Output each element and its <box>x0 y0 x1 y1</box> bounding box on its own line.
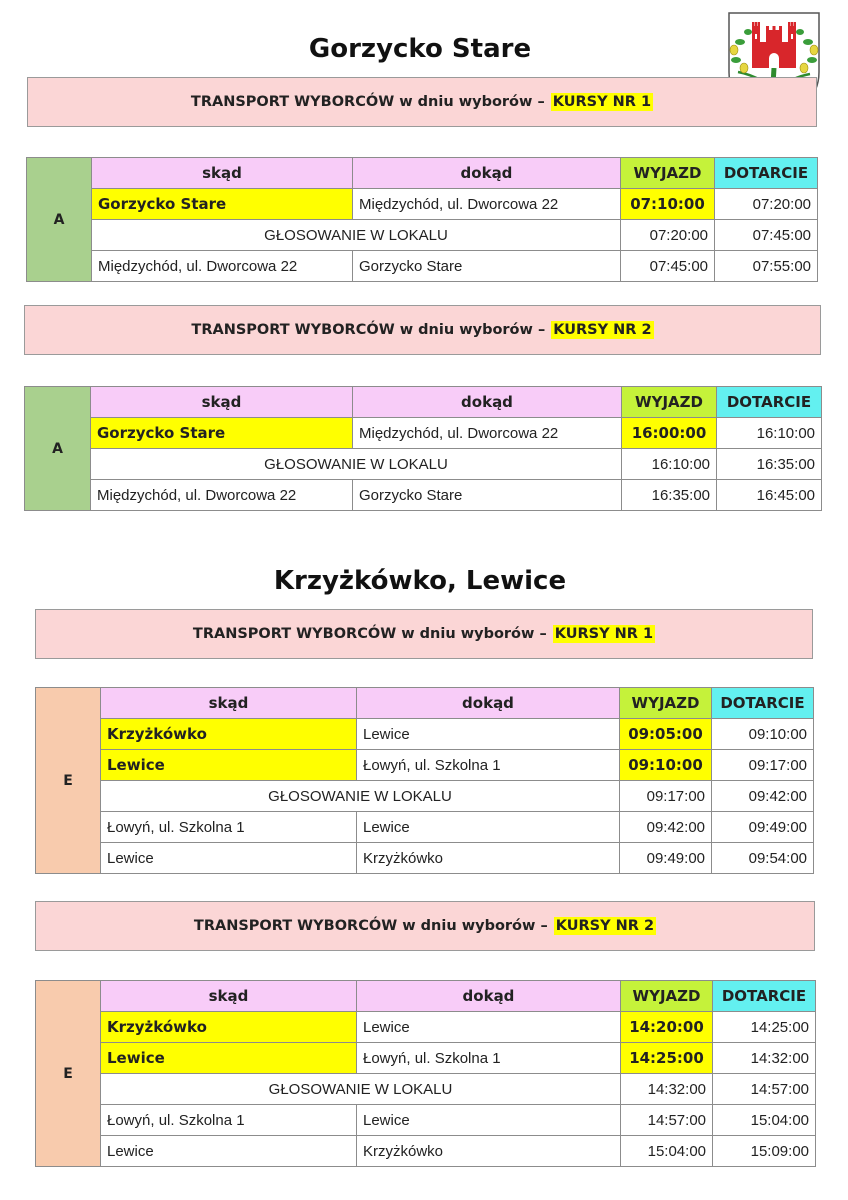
to-cell: Krzyżkówko <box>357 1136 621 1167</box>
transport-banner <box>35 901 815 951</box>
departure-cell: 09:42:00 <box>620 812 712 843</box>
route-code: E <box>36 688 101 874</box>
table-row <box>27 220 818 251</box>
voting-cell: GŁOSOWANIE W LOKALU <box>91 449 622 480</box>
from-cell: Lewice <box>101 843 357 874</box>
departure-cell: 14:32:00 <box>621 1074 713 1105</box>
route-code: A <box>27 158 92 282</box>
from-cell: Lewice <box>101 750 357 781</box>
col-header-to: dokąd <box>353 387 622 418</box>
arrival-cell: 09:54:00 <box>712 843 814 874</box>
route-code: A <box>25 387 91 511</box>
header-row <box>25 387 822 418</box>
table-row <box>36 1043 816 1074</box>
schedule-table <box>35 687 814 874</box>
table-row <box>25 480 822 511</box>
departure-cell: 07:20:00 <box>621 220 715 251</box>
departure-cell: 09:10:00 <box>620 750 712 781</box>
col-header-departure: WYJAZD <box>621 981 713 1012</box>
from-cell: Krzyżkówko <box>101 719 357 750</box>
arrival-cell: 16:45:00 <box>717 480 822 511</box>
to-cell: Lewice <box>357 719 620 750</box>
from-cell: Międzychód, ul. Dworcowa 22 <box>91 480 353 511</box>
header-row <box>36 688 814 719</box>
col-header-departure: WYJAZD <box>622 387 717 418</box>
from-cell: Międzychód, ul. Dworcowa 22 <box>92 251 353 282</box>
transport-banner <box>27 77 817 127</box>
arrival-cell: 07:45:00 <box>715 220 818 251</box>
transport-banner <box>35 609 813 659</box>
to-cell: Międzychód, ul. Dworcowa 22 <box>353 189 621 220</box>
departure-cell: 09:17:00 <box>620 781 712 812</box>
banner-text: TRANSPORT WYBORCÓW w dniu wyborów – <box>190 94 545 110</box>
to-cell: Łowyń, ul. Szkolna 1 <box>357 1043 621 1074</box>
table-row <box>36 1074 816 1105</box>
transport-banner <box>24 305 821 355</box>
departure-cell: 07:45:00 <box>621 251 715 282</box>
schedule-table <box>24 386 822 511</box>
to-cell: Łowyń, ul. Szkolna 1 <box>357 750 620 781</box>
departure-cell: 09:49:00 <box>620 843 712 874</box>
route-code: E <box>36 981 101 1167</box>
departure-cell: 09:05:00 <box>620 719 712 750</box>
col-header-to: dokąd <box>357 688 620 719</box>
banner-text: TRANSPORT WYBORCÓW w dniu wyborów – <box>191 322 546 338</box>
header-row <box>36 981 816 1012</box>
col-header-from: skąd <box>91 387 353 418</box>
arrival-cell: 09:49:00 <box>712 812 814 843</box>
from-cell: Gorzycko Stare <box>91 418 353 449</box>
departure-cell: 15:04:00 <box>621 1136 713 1167</box>
to-cell: Lewice <box>357 812 620 843</box>
arrival-cell: 07:20:00 <box>715 189 818 220</box>
from-cell: Gorzycko Stare <box>92 189 353 220</box>
banner-kurs-label: KURSY NR 2 <box>553 322 652 338</box>
col-header-departure: WYJAZD <box>620 688 712 719</box>
to-cell: Krzyżkówko <box>357 843 620 874</box>
schedule-table <box>26 157 818 282</box>
col-header-from: skąd <box>101 688 357 719</box>
col-header-arrival: DOTARCIE <box>713 981 816 1012</box>
col-header-departure: WYJAZD <box>621 158 715 189</box>
arrival-cell: 14:32:00 <box>713 1043 816 1074</box>
col-header-from: skąd <box>101 981 357 1012</box>
col-header-to: dokąd <box>357 981 621 1012</box>
col-header-arrival: DOTARCIE <box>717 387 822 418</box>
arrival-cell: 14:57:00 <box>713 1074 816 1105</box>
arrival-cell: 16:35:00 <box>717 449 822 480</box>
table-row <box>36 1105 816 1136</box>
to-cell: Gorzycko Stare <box>353 480 622 511</box>
arrival-cell: 09:17:00 <box>712 750 814 781</box>
table-row <box>25 418 822 449</box>
banner-kurs-label: KURSY NR 2 <box>555 918 655 934</box>
arrival-cell: 14:25:00 <box>713 1012 816 1043</box>
voting-cell: GŁOSOWANIE W LOKALU <box>101 781 620 812</box>
banner-text: TRANSPORT WYBORCÓW w dniu wyborów – <box>193 918 548 934</box>
banner-text: TRANSPORT WYBORCÓW w dniu wyborów – <box>192 626 547 642</box>
departure-cell: 14:57:00 <box>621 1105 713 1136</box>
voting-cell: GŁOSOWANIE W LOKALU <box>101 1074 621 1105</box>
banner-kurs-label: KURSY NR 1 <box>554 626 654 642</box>
departure-cell: 14:20:00 <box>621 1012 713 1043</box>
table-row <box>27 189 818 220</box>
table-row <box>36 750 814 781</box>
table-row <box>25 449 822 480</box>
to-cell: Lewice <box>357 1105 621 1136</box>
from-cell: Łowyń, ul. Szkolna 1 <box>101 1105 357 1136</box>
from-cell: Lewice <box>101 1043 357 1074</box>
banner-kurs-label: KURSY NR 1 <box>552 94 652 110</box>
arrival-cell: 09:42:00 <box>712 781 814 812</box>
section-title: Krzyżkówko, Lewice <box>273 566 567 596</box>
col-header-arrival: DOTARCIE <box>712 688 814 719</box>
arrival-cell: 09:10:00 <box>712 719 814 750</box>
arrival-cell: 15:09:00 <box>713 1136 816 1167</box>
departure-cell: 16:00:00 <box>622 418 717 449</box>
table-row <box>36 1136 816 1167</box>
to-cell: Lewice <box>357 1012 621 1043</box>
from-cell: Lewice <box>101 1136 357 1167</box>
col-header-from: skąd <box>92 158 353 189</box>
col-header-arrival: DOTARCIE <box>715 158 818 189</box>
arrival-cell: 07:55:00 <box>715 251 818 282</box>
table-row <box>27 251 818 282</box>
table-row <box>36 719 814 750</box>
col-header-to: dokąd <box>353 158 621 189</box>
departure-cell: 14:25:00 <box>621 1043 713 1074</box>
header-row <box>27 158 818 189</box>
departure-cell: 16:35:00 <box>622 480 717 511</box>
to-cell: Gorzycko Stare <box>353 251 621 282</box>
to-cell: Międzychód, ul. Dworcowa 22 <box>353 418 622 449</box>
schedule-table <box>35 980 816 1167</box>
table-row <box>36 812 814 843</box>
arrival-cell: 16:10:00 <box>717 418 822 449</box>
section-title: Gorzycko Stare <box>308 34 532 64</box>
table-row <box>36 781 814 812</box>
arrival-cell: 15:04:00 <box>713 1105 816 1136</box>
from-cell: Łowyń, ul. Szkolna 1 <box>101 812 357 843</box>
departure-cell: 16:10:00 <box>622 449 717 480</box>
voting-cell: GŁOSOWANIE W LOKALU <box>92 220 621 251</box>
table-row <box>36 843 814 874</box>
table-row <box>36 1012 816 1043</box>
from-cell: Krzyżkówko <box>101 1012 357 1043</box>
departure-cell: 07:10:00 <box>621 189 715 220</box>
